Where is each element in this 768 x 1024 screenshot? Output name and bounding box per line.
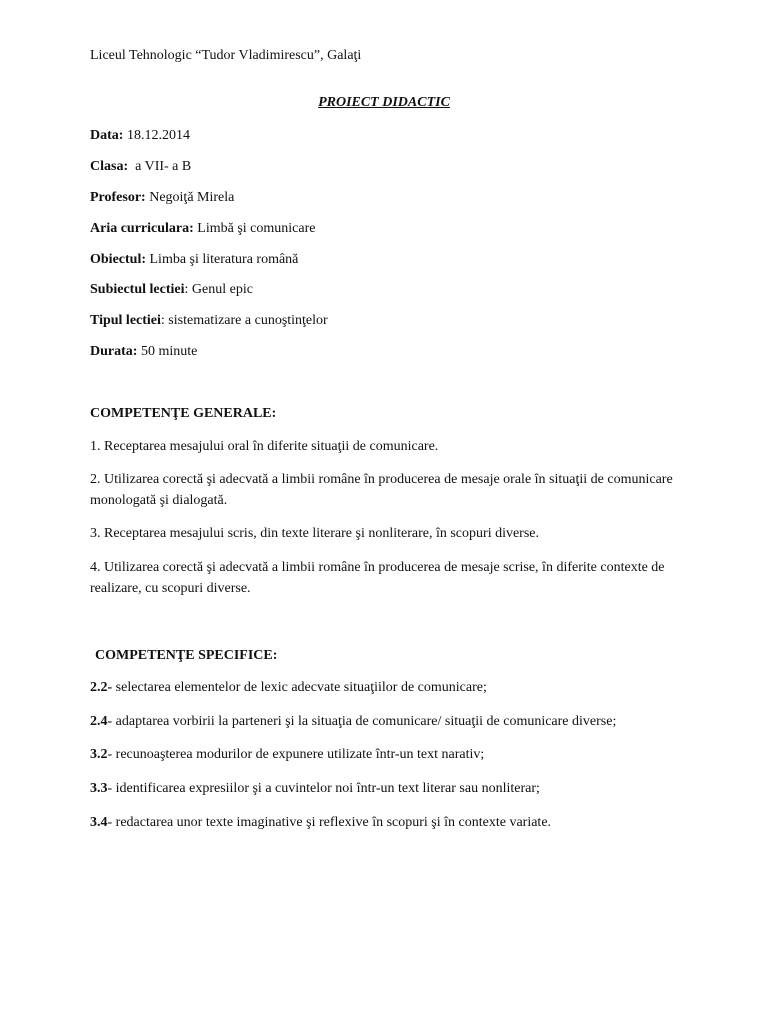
field-value: Negoiţă Mirela (145, 190, 235, 205)
competence-text: - adaptarea vorbirii la parteneri şi la situaţia de comunicare/ situaţii de comunicare diverse; (107, 714, 617, 729)
field-label: Aria curriculara: (90, 221, 194, 236)
field-label: Subiectul lectiei (90, 282, 185, 297)
general-competence-item: 2. Utilizarea corectă şi adecvată a limbii române în producerea de mesaje orale în situaţii de comunicare monologată şi dialogată. (90, 472, 673, 508)
specific-competences-heading: COMPETENŢE SPECIFICE: (95, 648, 278, 663)
document-title: PROIECT DIDACTIC (318, 95, 450, 110)
field-label: Tipul lectiei (90, 313, 161, 328)
field-class (90, 156, 191, 177)
general-competence-item: 3. Receptarea mesajului scris, din texte literare şi nonliterare, în scopuri diverse. (90, 526, 540, 541)
specific-competence-item (90, 677, 487, 698)
field-subject (90, 249, 298, 270)
competence-text: selectarea elementelor de lexic adecvate situaţiilor de comunicare; (112, 680, 487, 695)
field-value: 18.12.2014 (123, 128, 190, 143)
specific-competence-item (90, 711, 616, 732)
field-label: Clasa: (90, 159, 129, 174)
competence-code: 2.2- (90, 680, 113, 695)
competence-code: 3.3 (90, 781, 108, 796)
field-value: Limba şi literatura română (146, 252, 299, 267)
general-competence-item: 4. Utilizarea corectă şi adecvată a limbii române în producerea de mesaje scrise, în diferite contexte de realizare, cu scopuri diverse. (90, 560, 665, 596)
field-date (90, 125, 190, 146)
field-value: 50 minute (137, 344, 198, 359)
field-value: : Genul epic (184, 282, 253, 297)
field-duration (90, 341, 197, 362)
specific-competence-item (90, 812, 551, 833)
field-curricular-area (90, 218, 315, 239)
field-value: a VII- a B (128, 159, 192, 174)
specific-competence-item (90, 778, 540, 799)
competence-code: 2.4 (90, 714, 108, 729)
field-teacher (90, 187, 234, 208)
field-value: Limbă şi comunicare (193, 221, 316, 236)
field-label: Profesor: (90, 190, 146, 205)
competence-text: - identificarea expresiilor şi a cuvintelor noi într-un text literar sau nonliterar; (107, 781, 540, 796)
field-value: : sistematizare a cunoştinţelor (160, 313, 328, 328)
specific-competence-item (90, 744, 484, 765)
field-label: Obiectul: (90, 252, 146, 267)
field-lesson-topic (90, 279, 253, 300)
field-label: Durata: (90, 344, 138, 359)
competence-code: 3.4 (90, 815, 108, 830)
general-competence-item: 1. Receptarea mesajului oral în diferite situaţii de comunicare. (90, 439, 439, 454)
competence-code: 3.2 (90, 747, 108, 762)
field-label: Data: (90, 128, 124, 143)
competence-text: - recunoaşterea modurilor de expunere utilizate într-un text narativ; (107, 747, 485, 762)
general-competences-heading: COMPETENŢE GENERALE: (90, 406, 277, 421)
field-lesson-type (90, 310, 328, 331)
competence-text: - redactarea unor texte imaginative şi reflexive în scopuri şi în contexte variate. (107, 815, 552, 830)
school-name: Liceul Tehnologic “Tudor Vladimirescu”, Galaţi (90, 48, 362, 63)
